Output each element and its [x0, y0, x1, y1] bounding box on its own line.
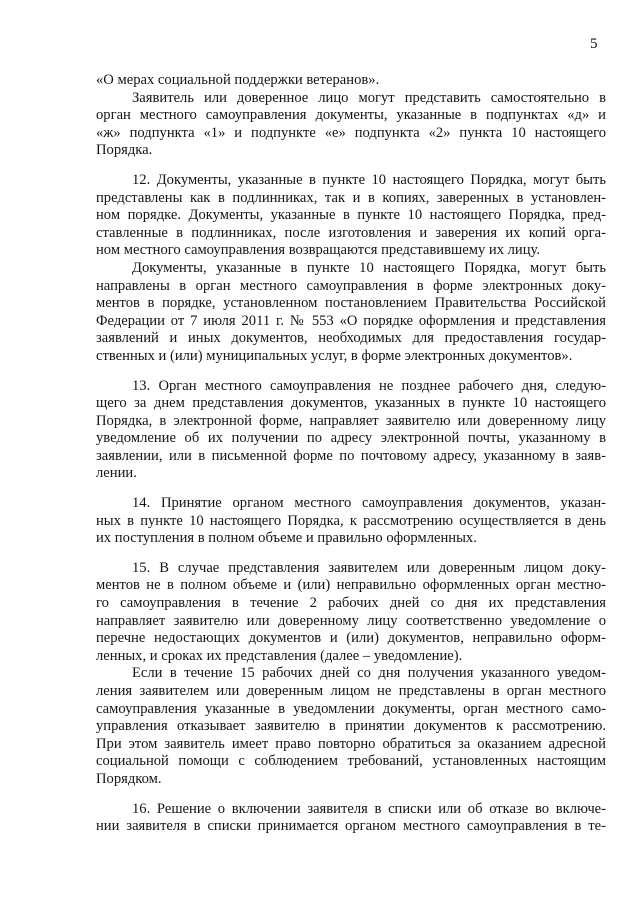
paragraph-item-12: [96, 172, 606, 260]
text-line: ления заявителем или доверенным лицом не представлены в орган местного: [96, 683, 606, 699]
text-line: 14. Принятие органом местного самоуправления документов, указан-: [132, 495, 606, 512]
paragraph-gap: [96, 160, 606, 172]
text-line: лении.: [96, 465, 137, 482]
text-line: Порядка, в электронной форме, направляет заявителю или доверенному лицу: [96, 412, 606, 429]
text-line: уведомление об их получении по адресу электронной почты, указанному в: [96, 430, 606, 447]
text-line: Заявитель или доверенное лицо могут представить самостоятельно в: [132, 89, 606, 106]
page-number: 5: [590, 36, 598, 52]
text-line: направляет заявителю или доверенному лицу соответственно уведомление о: [96, 612, 606, 629]
text-line: Если в течение 15 рабочих дней со дня получения указанного уведом-: [132, 665, 606, 682]
text-line: ственных и (или) муниципальных услуг, в форме электронных документов».: [96, 347, 573, 364]
text-line: орган местного самоуправления документы, указанные в подпунктах «д» и: [96, 107, 606, 124]
text-line: социальной помощи с соблюдением требований, установленных настоящим: [96, 753, 606, 770]
text-line: ленных, и сроках их представления (далее – уведомление).: [96, 647, 463, 664]
paragraph-gap: [96, 789, 606, 801]
text-line: ном порядке. Документы, указанные в пункте 10 настоящего Порядка, пред-: [96, 207, 606, 224]
text-line: представлены как в подлинниках, так и в копиях, заверенных в установлен-: [96, 189, 606, 206]
text-line: Федерации от 7 июля 2011 г. № 553 «О порядке оформления и представления: [96, 312, 606, 329]
paragraph-item-13: [96, 378, 606, 484]
text-line: щего за днем представления документов, указанных в пункте 10 настоящего: [96, 395, 606, 412]
paragraph-gap: [96, 548, 606, 560]
text-line: заявлении, или в письменной форме по почтовому адресу, указанному в заяв-: [96, 447, 606, 464]
text-line: Порядком.: [96, 770, 162, 787]
paragraph-gap: [96, 366, 606, 378]
text-line: ментов не в полном объеме и (или) неправильно оформленных орган местно-: [96, 577, 606, 594]
paragraph-item-15-refusal: [96, 665, 606, 788]
text-line: перечне недостающих документов и (или) документов, неправильно оформ-: [96, 630, 606, 647]
text-line: При этом заявитель имеет право повторно обратиться за оказанием адресной: [96, 735, 606, 752]
text-line: направлены в орган местного самоуправления в форме электронных доку-: [96, 277, 606, 294]
text-line: самоуправления указанные в уведомлении документы, орган местного само-: [96, 700, 606, 717]
text-line: 13. Орган местного самоуправления не позднее рабочего дня, следую-: [132, 377, 606, 394]
text-line: 16. Решение о включении заявителя в списки или об отказе во включе-: [132, 800, 606, 817]
text-line: ных в пункте 10 настоящего Порядка, к рассмотрению осуществляется в день: [96, 512, 606, 529]
text-line: заявлений и иных документов, необходимых для предоставления государ-: [96, 330, 606, 347]
paragraph-item-14: [96, 495, 606, 548]
text-line: 15. В случае представления заявителем или доверенным лицом доку-: [132, 559, 606, 576]
text-line: «О мерах социальной поддержки ветеранов».: [96, 72, 380, 88]
text-line: Порядка.: [96, 142, 153, 159]
text-line: их поступления в полном объеме и правильно оформленных.: [96, 530, 477, 547]
paragraph-item-15: [96, 560, 606, 666]
document-body: [96, 72, 606, 836]
paragraph-applicant-submission: [96, 90, 606, 160]
paragraph-continuation: [96, 72, 606, 90]
text-line: 12. Документы, указанные в пункте 10 настоящего Порядка, могут быть: [132, 171, 606, 188]
text-line: ставленные в подлинниках, после изготовления и заверения их копий орга-: [96, 224, 606, 241]
text-line: управления отказывает заявителю в принятии документов к рассмотрению.: [96, 718, 606, 735]
text-line: ментов в порядке, установленном постановлением Правительства Российской: [96, 295, 606, 312]
text-line: Документы, указанные в пункте 10 настоящего Порядка, могут быть: [132, 259, 606, 276]
paragraph-gap: [96, 483, 606, 495]
text-line: «ж» подпункта «1» и подпункте «е» подпункта «2» пункта 10 настоящего: [96, 124, 606, 141]
text-line: го самоуправления в течение 2 рабочих дней со дня их представления: [96, 595, 606, 612]
paragraph-item-12-electronic: [96, 260, 606, 366]
paragraph-item-16: [96, 801, 606, 836]
text-line: нии заявителя в списки принимается органом местного самоуправления в те-: [96, 818, 606, 835]
text-line: ном местного самоуправления возвращаются представившему их лицу.: [96, 242, 541, 259]
